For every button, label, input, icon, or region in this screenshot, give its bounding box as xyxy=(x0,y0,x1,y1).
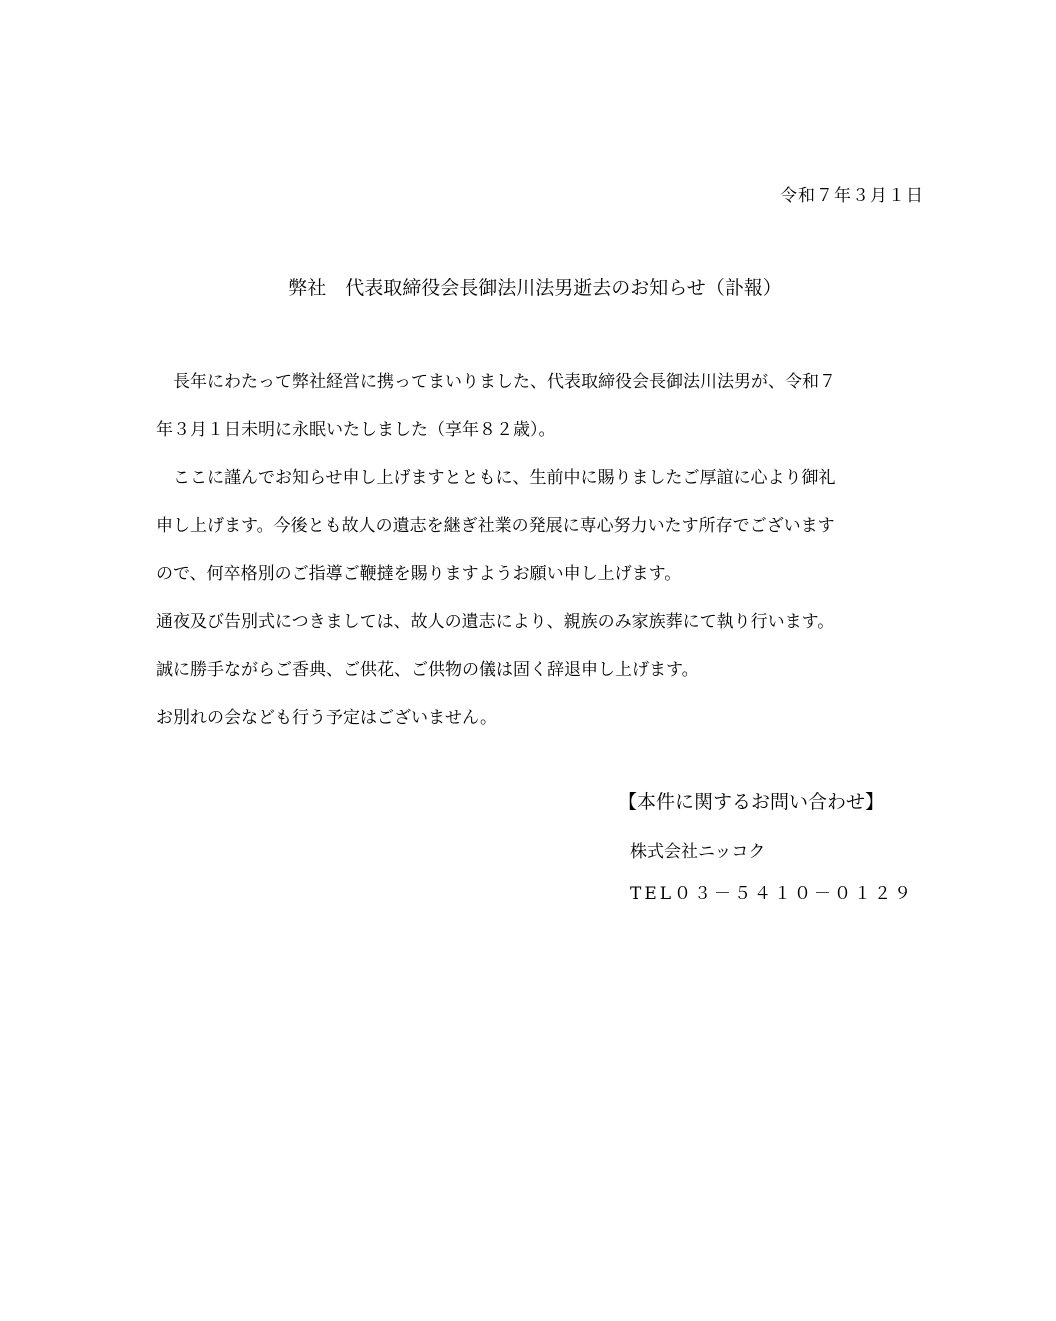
notice-title: 弊社 代表取締役会長御法川法男逝去のお知らせ（訃報） xyxy=(288,277,782,299)
body-line: 通夜及び告別式につきましては、故人の遺志により、親族のみ家族葬にて執り行います。 xyxy=(156,612,835,632)
body-line: お別れの会なども行う予定はございません。 xyxy=(156,708,498,728)
body-line: 誠に勝手ながらご香典、ご供花、ご供物の儀は固く辞退申し上げます。 xyxy=(156,660,699,680)
contact-tel: TEL０３－５４１０－０１２９ xyxy=(630,884,915,904)
body-line: 長年にわたって弊社経営に携ってまいりました、代表取締役会長御法川法男が、令和７ xyxy=(156,372,836,392)
body-line: 申し上げます。今後とも故人の遺志を継ぎ社業の発展に専心努力いたす所存でございます xyxy=(156,516,835,536)
body-line: 年３月１日未明に永眠いたしました（享年８２歳）。 xyxy=(156,420,556,440)
contact-company: 株式会社ニッコク xyxy=(630,842,766,862)
contact-heading: 【本件に関するお問い合わせ】 xyxy=(618,791,885,813)
body-line: ので、何卒格別のご指導ご鞭撻を賜りますようお願い申し上げます。 xyxy=(156,564,682,584)
contact-block xyxy=(618,789,938,923)
notice-body xyxy=(156,367,936,751)
notice-date: 令和７年３月１日 xyxy=(780,186,924,206)
body-line: ここに謹んでお知らせ申し上げますとともに、生前中に賜りましたご厚誼に心より御礼 xyxy=(156,468,836,488)
